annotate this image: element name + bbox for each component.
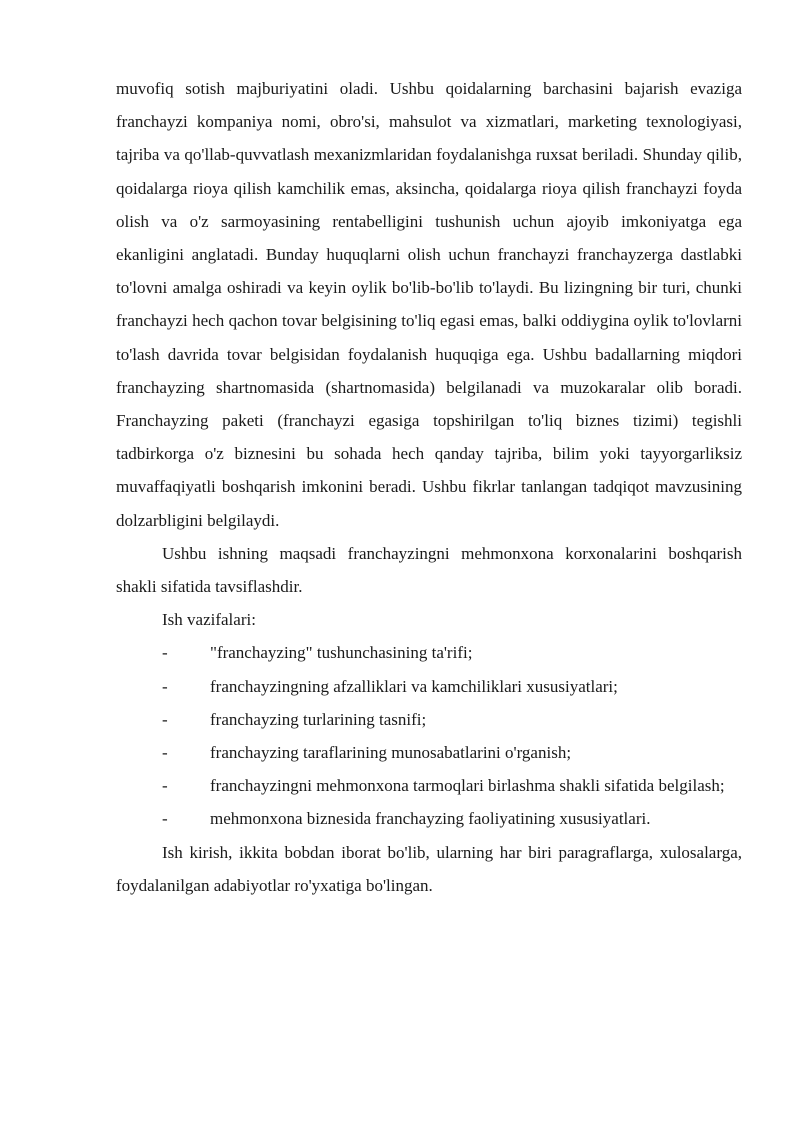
document-page xyxy=(116,72,742,902)
list-dash: - xyxy=(162,643,168,663)
list-item-text: mehmonxona biznesida franchayzing faoliyatining xususiyatlari. xyxy=(210,809,651,829)
list-item xyxy=(116,636,742,669)
list-item xyxy=(116,802,742,835)
list-dash: - xyxy=(162,676,168,696)
list-dash: - xyxy=(162,776,168,796)
list-item xyxy=(116,670,742,703)
list-dash: - xyxy=(162,809,168,829)
list-item xyxy=(116,736,742,769)
body-paragraph: muvofiq sotish majburiyatini oladi. Ushbu qoidalarning barchasini bajarish evaziga franchayzi kompaniya nomi, obro'si, mahsulot va xizmatlari, marketing texnologiyasi, tajriba va qo'llab-quvvatlash mexanizmlaridan foydalanishga ruxsat beriladi. Shunday qilib, qoidalarga rioya qilish kamchilik emas, aksincha, qoidalarga rioya qilish franchayzi foyda olish va o'z sarmoyasining rentabelligini tushunish uchun ajoyib imkoniyatga ega ekanligini anglatadi. Bunday huquqlarni olish uchun franchayzi franchayzerga dastlabki to'lovni amalga oshiradi va keyin oylik bo'lib-bo'lib to'laydi. Bu lizingning bir turi, chunki franchayzi hech qachon tovar belgisining to'liq egasi emas, balki oddiygina oylik to'lovlarni to'lash davrida tovar belgisidan foydalanish huquqiga ega. Ushbu badallarning miqdori franchayzing shartnomasida (shartnomasida) belgilanadi va muzokaralar olib boradi. Franchayzing paketi (franchayzi egasiga topshirilgan to'liq biznes tizimi) tegishli tadbirkorga o'z biznesini bu sohada hech qanday tajriba, bilim yoki tayyorgarliksiz muvaffaqiyatli boshqarish imkonini beradi. Ushbu fikrlar tanlangan tadqiqot mavzusining dolzarbligini belgilaydi. xyxy=(116,79,742,530)
list-item xyxy=(116,703,742,736)
closing-paragraph: Ish kirish, ikkita bobdan iborat bo'lib, ularning har biri paragraflarga, xulosalarga, foydalanilgan adabiyotlar ro'yxatiga bo'lingan. xyxy=(116,842,742,895)
list-item-text: franchayzingning afzalliklari va kamchiliklari xususiyatlari; xyxy=(210,676,618,696)
tasks-label: Ish vazifalari: xyxy=(162,610,256,630)
list-item-text: franchayzing turlarining tasnifi; xyxy=(210,709,427,729)
list-item-text: franchayzingni mehmonxona tarmoqlari birlashma shakli sifatida belgilash; xyxy=(210,776,725,796)
list-item-text: franchayzing taraflarining munosabatlarini o'rganish; xyxy=(210,743,572,763)
list-dash: - xyxy=(162,743,168,763)
list-dash: - xyxy=(162,709,168,729)
aim-paragraph: Ushbu ishning maqsadi franchayzingni mehmonxona korxonalarini boshqarish shakli sifatida tavsiflashdir. xyxy=(116,543,742,597)
list-item xyxy=(116,769,742,802)
list-item-text: "franchayzing" tushunchasining ta'rifi; xyxy=(210,643,473,663)
